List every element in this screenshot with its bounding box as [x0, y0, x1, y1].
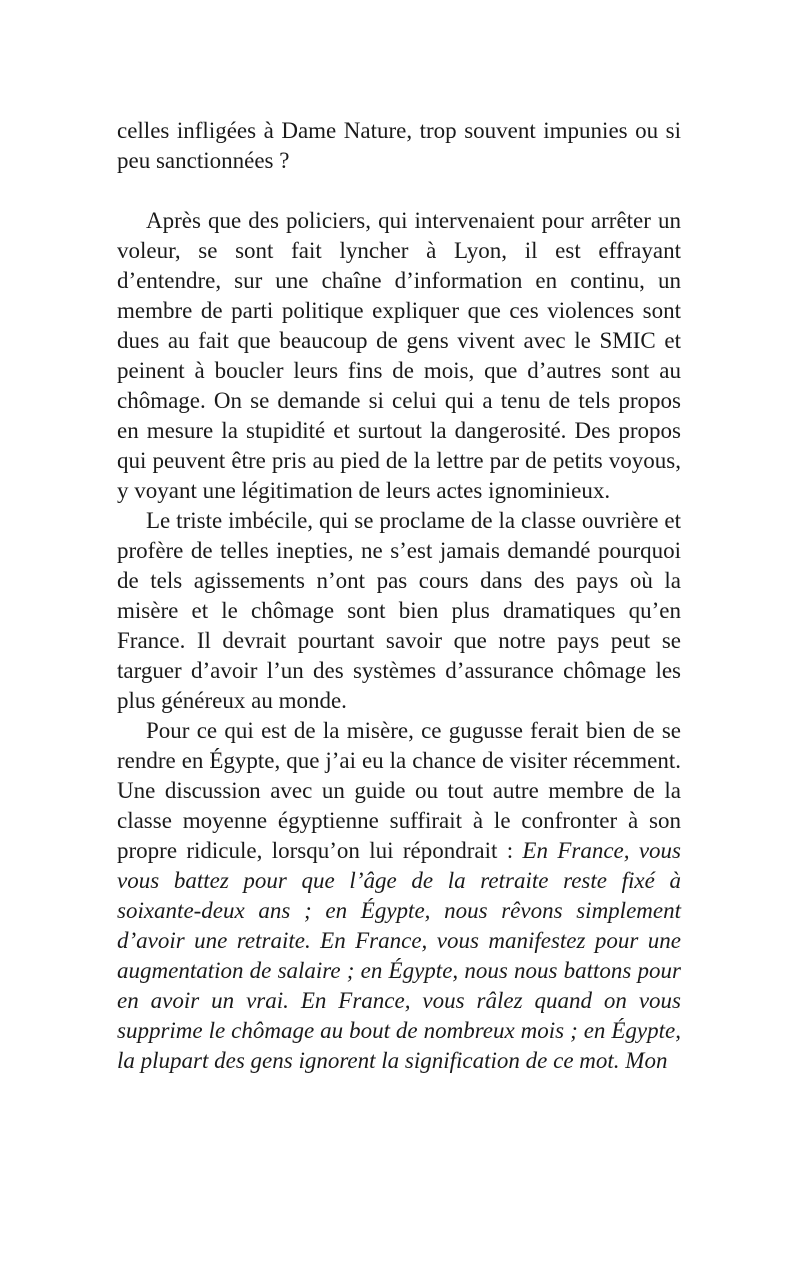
paragraph-police-lyon: Après que des policiers, qui intervenaient pour arrêter un voleur, se sont fait lyncher à Lyon, il est effrayant d’entendre, sur une chaîne d’information en continu, un membre de parti politique expliquer que ces violences sont dues au fait que beaucoup de gens vivent avec le SMIC et peinent à boucler leurs fins de mois, que d’autres sont au chômage. On se demande si celui qui a tenu de tels propos en mesure la stupidité et surtout la dangerosité. Des propos qui peuvent être pris au pied de la lettre par de petits voyous, y voyant une légitimation de leurs actes ignominieux.	[117, 208, 681, 503]
paragraph-spacer	[117, 176, 681, 206]
paragraph-egypte	[117, 716, 681, 1076]
paragraph-egypte-text: Pour ce qui est de la misère, ce gugusse ferait bien de se rendre en Égypte, que j’ai eu la chance de visiter récemment. Une discussion avec un guide ou tout autre membre de la classe moyenne égyptienne suffirait à le confronter à son propre ridicule, lorsqu’on lui répondrait :	[117, 718, 681, 863]
paragraph-triste-imbecile: Le triste imbécile, qui se proclame de la classe ouvrière et profère de telles inepties, ne s’est jamais demandé pourquoi de tels agissements n’ont pas cours dans des pays où la misère et le chômage sont bien plus dramatiques qu’en France. Il devrait pourtant savoir que notre pays peut se targuer d’avoir l’un des systèmes d’assurance chômage les plus généreux au monde.	[117, 508, 681, 713]
italic-quote: En France, vous vous battez pour que l’âge de la retraite reste fixé à soixante-deux ans ; en Égypte, nous rêvons simplement d’avoir une retraite. En France, vous manifestez pour une augmentation de salaire ; en Égypte, nous nous battons pour en avoir un vrai. En France, vous râlez quand on vous supprime le chômage au bout de nombreux mois ; en Égypte, la plupart des gens ignorent la signification de ce mot. Mon	[117, 838, 681, 1073]
document-page	[117, 116, 681, 1076]
paragraph-continuation: celles infligées à Dame Nature, trop souvent impunies ou si peu sanctionnées ?	[117, 118, 681, 173]
